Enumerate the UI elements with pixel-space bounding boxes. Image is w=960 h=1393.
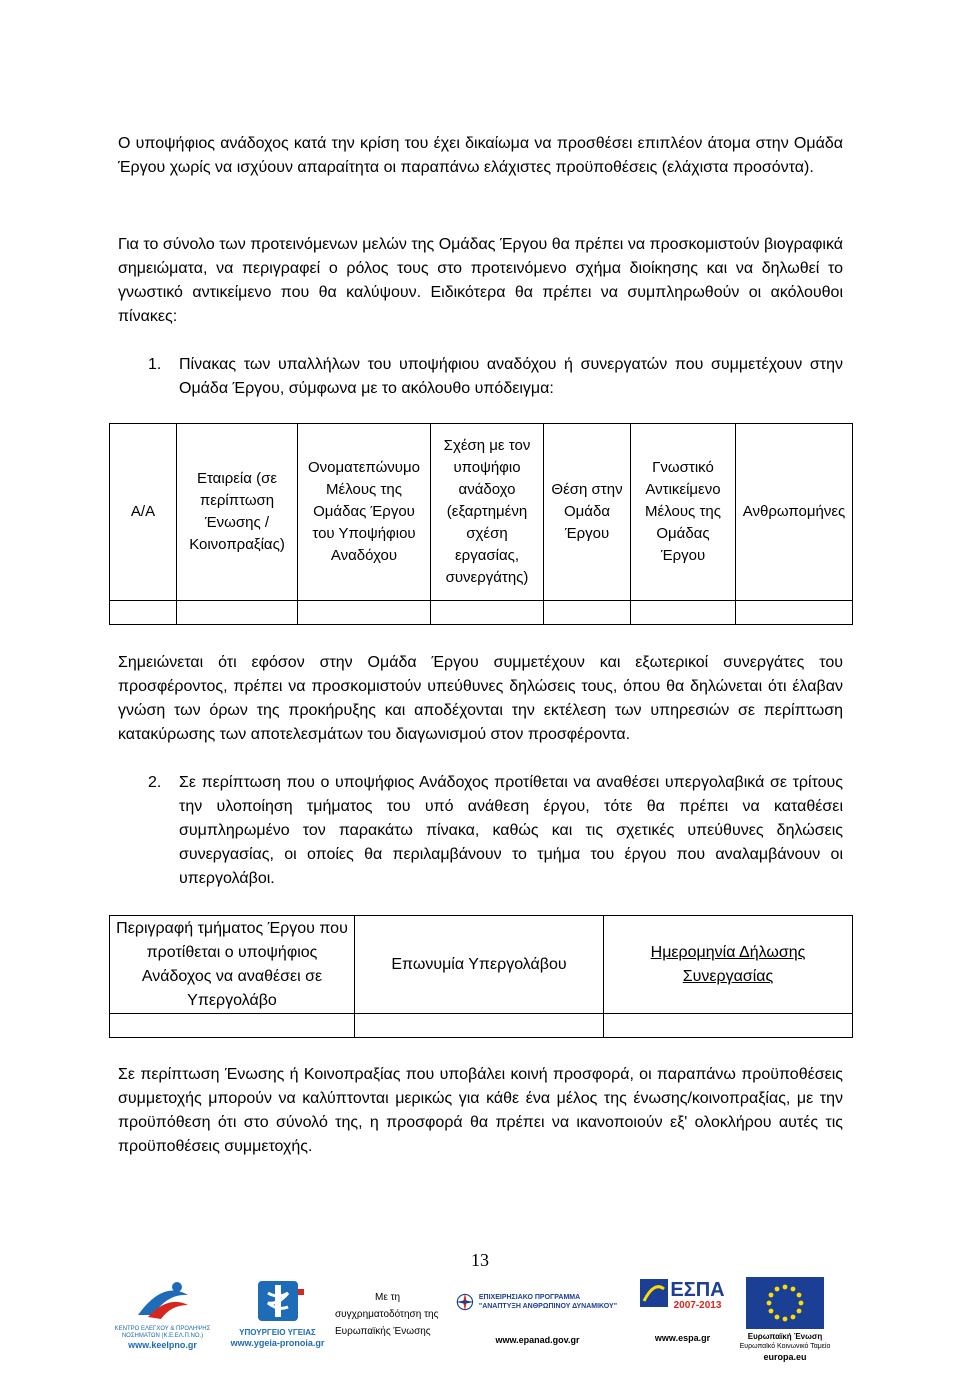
epanad-name: ΕΠΙΧΕΙΡΗΣΙΑΚΟ ΠΡΟΓΡΑΜΜΑ "ΑΝΑΠΤΥΞΗ ΑΝΘΡΩΠΙΝΟΥ ΔΥΝΑΜΙΚΟΥ"	[478, 1294, 618, 1310]
espa-title: ΕΣΠΑ	[670, 1279, 725, 1301]
header-position: Θέση στην Ομάδα Έργου	[544, 424, 631, 601]
paragraph-additional-members: Ο υποψήφιος ανάδοχος κατά την κρίση του έχει δικαίωμα να προσθέσει επιπλέον άτομα στην Ομάδα Έργου χωρίς να ισχύουν απαραίτητα οι παραπάνω ελάχιστες προϋποθέσεις (ελάχιστα προσόντα).	[118, 135, 843, 176]
compass-icon	[455, 1285, 475, 1319]
epanad-logo	[455, 1285, 620, 1345]
header-declaration-date: Ημερομηνία Δήλωσης Συνεργασίας	[604, 916, 853, 1014]
table-row	[110, 1014, 853, 1038]
page-number: 13	[471, 1250, 489, 1270]
espa-years: 2007-2013	[673, 1300, 722, 1311]
list-number: 1.	[148, 356, 162, 373]
list-text: Πίνακας των υπαλλήλων του υποψήφιου αναδόχου ή συνεργατών που συμμετέχουν στην Ομάδα Έργου, σύμφωνα με το ακόλουθο υπόδειγμα:	[179, 356, 843, 397]
ministry-name: ΥΠΟΥΡΓΕΙΟ ΥΓΕΙΑΣ	[239, 1328, 316, 1337]
eu-fund: Ευρωπαϊκό Κοινωνικό Ταμείο	[739, 1343, 831, 1350]
header-description: Περιγραφή τμήματος Έργου που προτίθεται ο υποψήφιος Ανάδοχος να αναθέσει σε Υπεργολάβο	[110, 916, 355, 1014]
header-member-name: Ονοματεπώνυμο Μέλους της Ομάδας Έργου του Υποψήφιου Αναδόχου	[298, 424, 431, 601]
keelpno-name: ΚΕΝΤΡΟ ΕΛΕΓΧΟΥ & ΠΡΟΛΗΨΗΣ ΝΟΣΗΜΑΤΩΝ (Κ.Ε.ΕΛ.Π.ΝΟ.)	[114, 1326, 211, 1339]
table-header-row	[110, 916, 853, 1014]
header-company: Εταιρεία (σε περίπτωση Ένωσης / Κοινοπραξίας)	[177, 424, 298, 601]
cofund-text: Με τη συγχρηματοδότηση της Ευρωπαϊκής Ένωσης	[335, 1292, 439, 1337]
ministry-health-logo	[220, 1275, 335, 1348]
eu-logo	[735, 1277, 835, 1362]
header-relation: Σχέση με τον υποψήφιο ανάδοχο (εξαρτημένη σχέση εργασίας, συνεργάτης)	[431, 424, 544, 601]
list-number: 2.	[148, 774, 162, 791]
keelpno-icon	[133, 1275, 193, 1323]
eu-url: europa.eu	[763, 1352, 807, 1362]
header-aa: Α/Α	[110, 424, 177, 601]
paragraph-external-partners: Σημειώνεται ότι εφόσον στην Ομάδα Έργου συμμετέχουν και εξωτερικοί συνεργάτες του προσφέροντος, πρέπει να προσκομιστούν υπεύθυνες δηλώσεις τους, όπου θα δηλώνεται ότι έλαβαν γνώση των όρων της προκήρυξης και αποδέχονται την εκτέλεση των υπηρεσιών σε περίπτωση κατακύρωσης των αποτελεσμάτων του διαγωνισμού στον προσφέροντα.	[118, 654, 843, 743]
list-text: Σε περίπτωση που ο υποψήφιος Ανάδοχος προτίθεται να αναθέσει υπεργολαβικά σε τρίτους την υλοποίηση τμήματος του υπό ανάθεση έργου, τότε θα πρέπει να καταθέσει συμπληρωμένο τον παρακάτω πίνακα, καθώς και τις σχετικές υπεύθυνες δηλώσεις συνεργασίας, οι οποίες θα περιλαμβάνουν το τμήμα του έργου που αναλαμβάνουν οι υπεργολάβοι.	[179, 774, 843, 887]
header-expertise: Γνωστικό Αντικείμενο Μέλους της Ομάδας Έργου	[631, 424, 736, 601]
eu-name: Ευρωπαϊκή Ένωση	[747, 1332, 823, 1341]
table-header-row	[110, 424, 853, 601]
team-members-table	[109, 423, 853, 625]
paragraph-joint-venture: Σε περίπτωση Ένωσης ή Κοινοπραξίας που υποβάλει κοινή προσφορά, οι παραπάνω προϋποθέσεις συμμετοχής μπορούν να καλύπτονται μερικώς για κάθε ένα μέλος της ένωσης/κοινοπραξίας, με την προϋπόθεση ότι στο σύνολό της, η προσφορά θα πρέπει να ικανοποιούν εξ' ολοκλήρου αυτές τις προϋποθέσεις συμμετοχής.	[118, 1066, 843, 1155]
eu-flag-icon	[746, 1277, 824, 1329]
espa-url: www.espa.gr	[654, 1333, 711, 1343]
footer-logos	[110, 1275, 850, 1385]
header-subcontractor-name: Επωνυμία Υπεργολάβου	[355, 916, 604, 1014]
keelpno-logo	[110, 1275, 215, 1350]
table-row	[110, 601, 853, 625]
paragraph-cv-requirements: Για το σύνολο των προτεινόμενων μελών της Ομάδας Έργου θα πρέπει να προσκομιστούν βιογραφικά σημειώματα, να περιγραφεί ο ρόλος τους στο προτεινόμενο σχήμα διοίκησης και να δηλωθεί το γνωστικό αντικείμενο που θα καλύψουν. Ειδικότερα θα πρέπει να συμπληρωθούν οι ακόλουθοι πίνακες:	[118, 236, 843, 325]
subcontractor-table	[109, 915, 853, 1038]
epanad-url: www.epanad.gov.gr	[495, 1335, 580, 1345]
espa-mark-icon	[640, 1279, 668, 1307]
header-man-months: Ανθρωπομήνες	[736, 424, 853, 601]
caduceus-icon	[250, 1275, 306, 1325]
keelpno-url: www.keelpno.gr	[128, 1340, 197, 1350]
espa-logo	[630, 1279, 735, 1343]
ministry-url: www.ygeia-pronoia.gr	[230, 1338, 325, 1348]
